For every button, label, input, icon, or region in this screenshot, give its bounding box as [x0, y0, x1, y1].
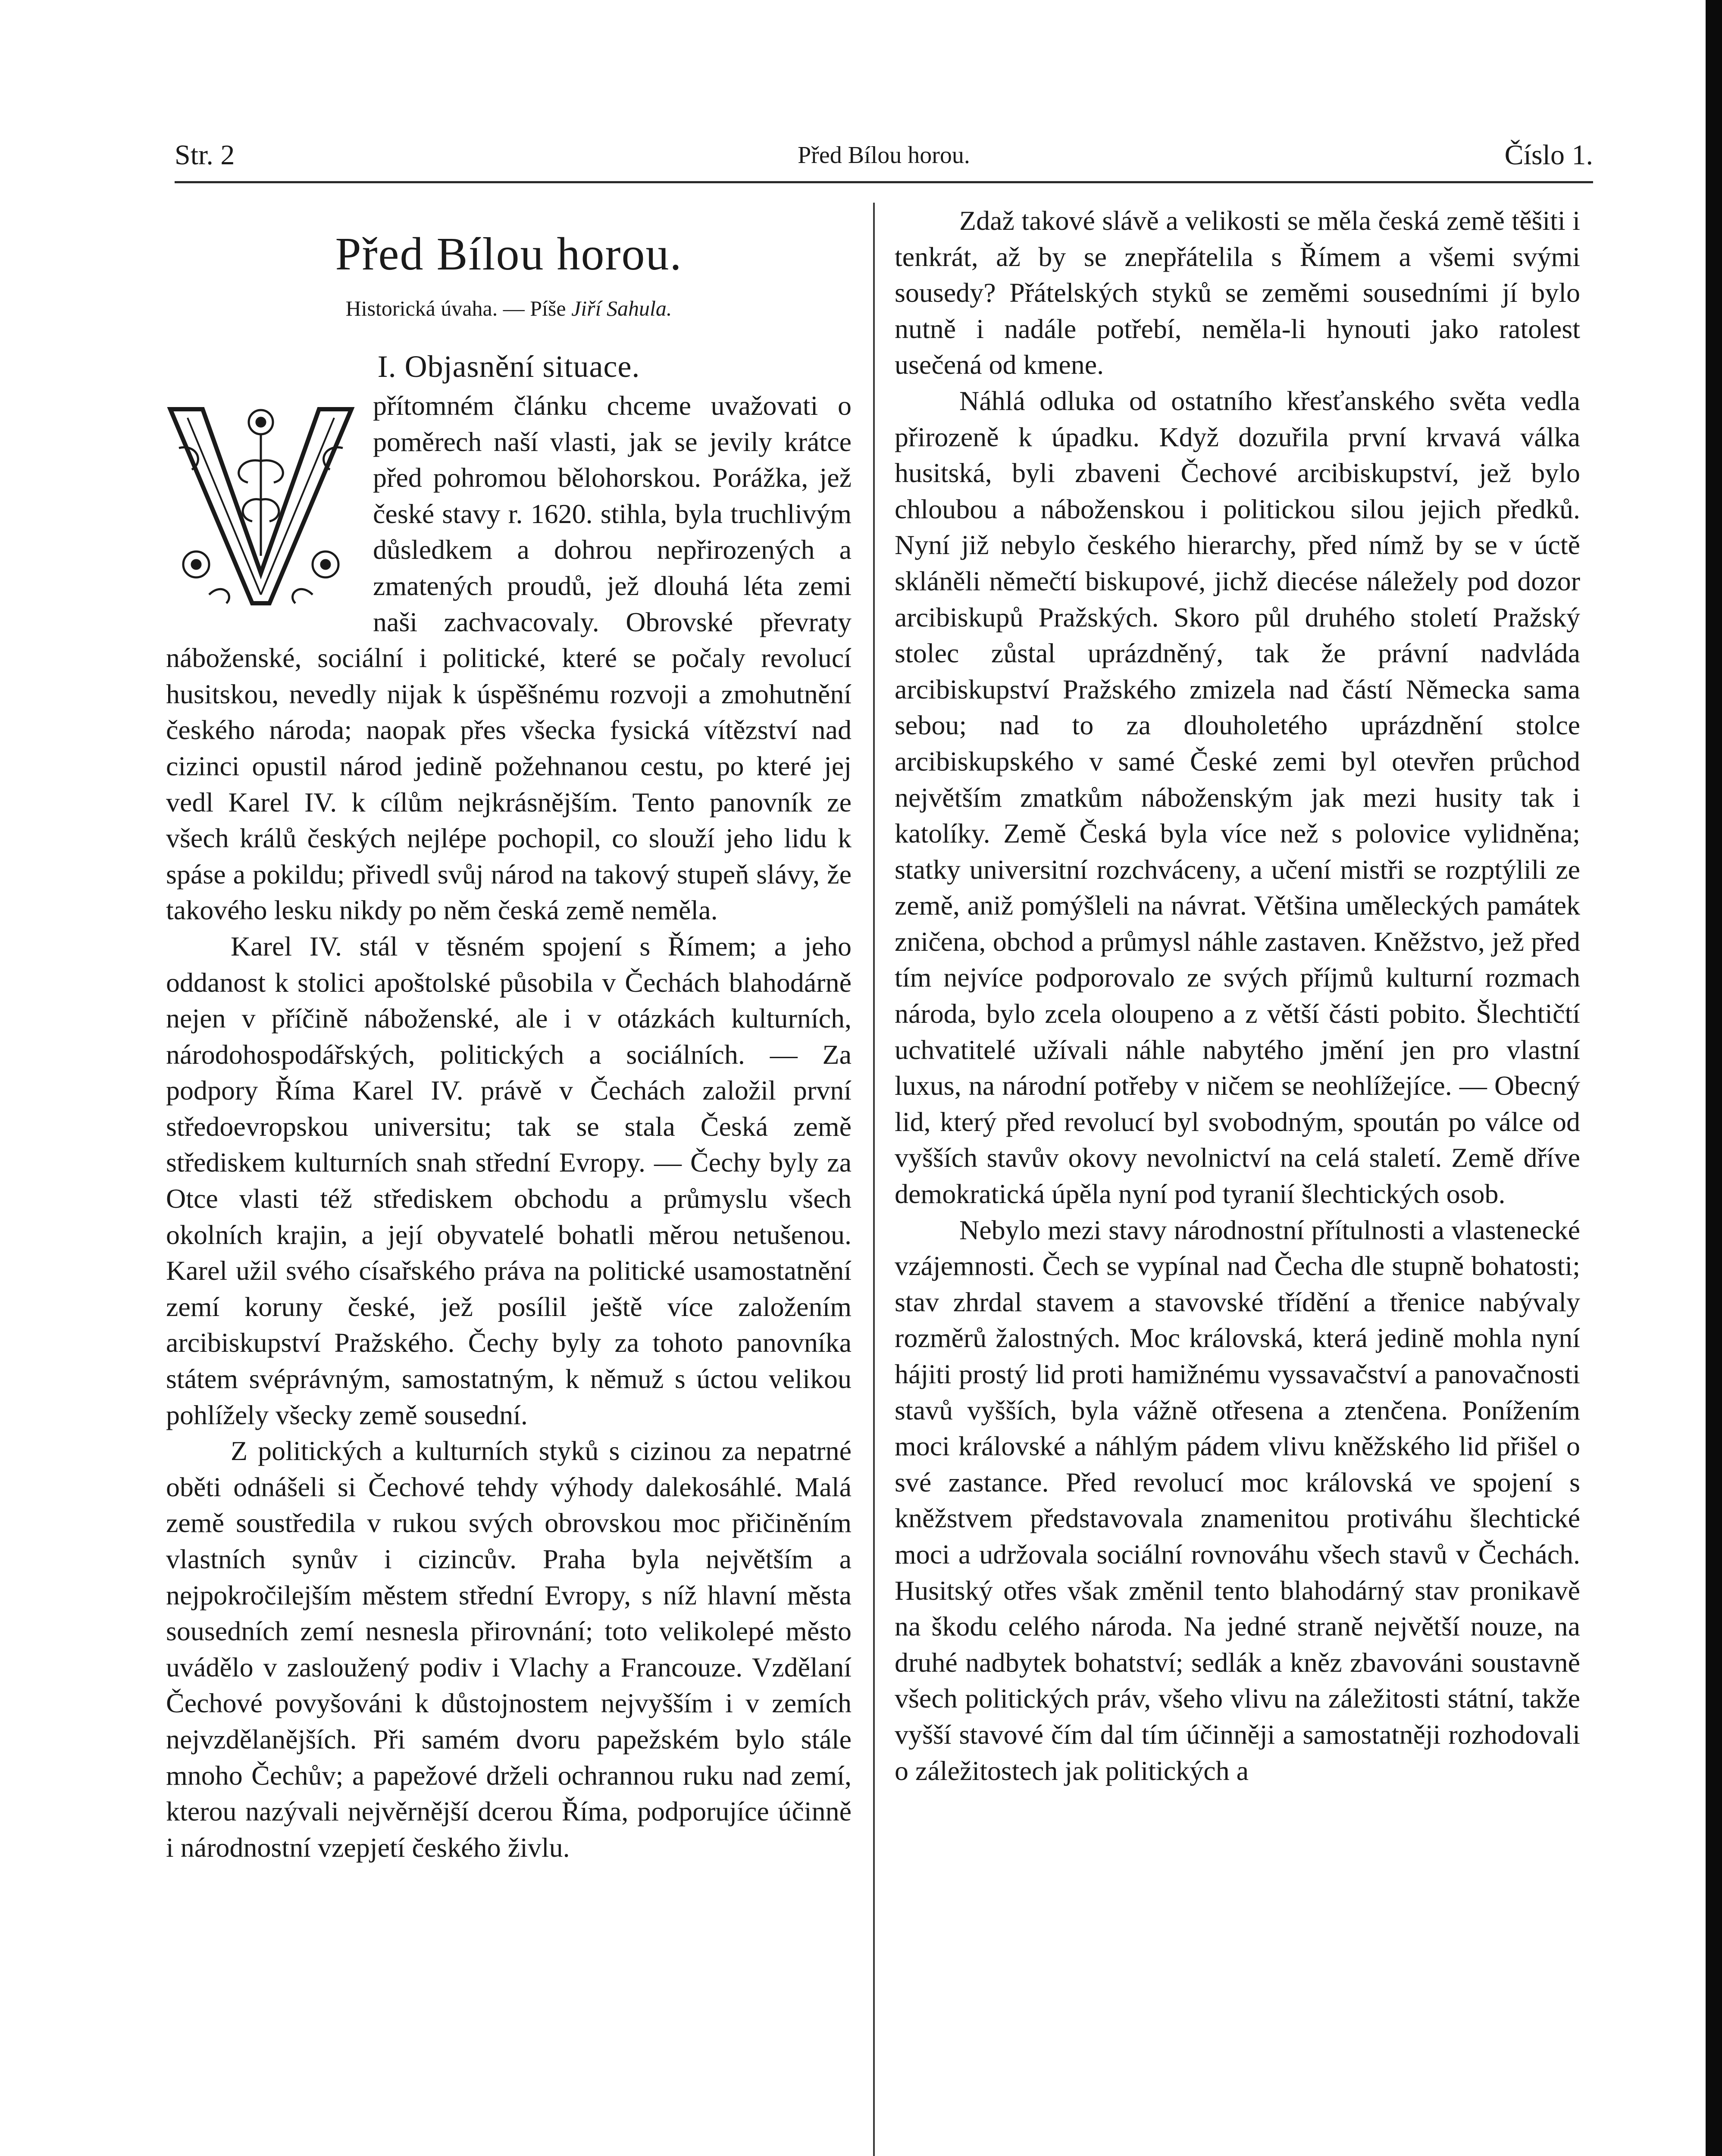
dropcap-ornament-icon: [162, 392, 360, 608]
author-name: Jiří Sahula.: [571, 296, 672, 320]
paragraph-right-3: Nebylo mezi stavy národnostní přítulnosti a vlastenecké vzájemnosti. Čech se vypínal nad Čecha dle stupně bohatosti; stav zhrdal stavem a stavovské třídění a třenice nabývaly rozměrů žalostných. Moc královská, která jedině mohla nyní hájiti prostý lid proti hamižnému vyssavačství a panovačnosti stavů vyšších, byla vážně otřesena a ztenčena. Ponížením moci královské a náhlým pádem vlivu kněžského lid přišel o své zastance. Před revolucí moc královská ve spojení s kněžstvem představovala znamenitou protiváhu šlechtické moci a udržovala sociální rovnováhu všech stavů v Čechách. Husitský otřes však změnil tento blahodárný stav pronikavě na škodu celého národa. Na jedné straně největší nouze, na druhé nadbytek bohatství; sedlák a kněz zbavováni soustavně všech politických práv, všeho vlivu na záležitosti státní, takže vyšší stavové čím dal tím účinněji a samostatněji rozhodovali o záležitostech jak politických a: [895, 1214, 1580, 1786]
paragraph-right-1: Zdaž takové slávě a velikosti se měla česká země těšiti i tenkrát, až by se znepřátelila s Římem a všemi svými sousedy? Přátelských styků se zeměmi sousedními jí bylo nutně i nadále potřebí, neměla-li hynouti jako ratolest usečená od kmene.: [895, 205, 1580, 380]
scan-edge: [1706, 0, 1722, 2156]
right-column: [895, 203, 1580, 1789]
dropcap-letter: V: [260, 547, 261, 548]
page-header: [175, 139, 1593, 173]
subtitle-text: Historická úvaha. — Píše: [345, 296, 566, 320]
issue-number: Číslo 1.: [1504, 139, 1593, 171]
paragraph-right-2: Náhlá odluka od ostatního křesťanského světa vedla přirozeně k úpadku. Když dozuřila první krvavá válka husitská, byli zbaveni Čechové arcibiskupství, jež bylo chloubou a náboženskou i politickou silou jejich předků. Nyní již nebylo českého hierarchy, před nímž by se v úctě skláněli němečtí biskupové, jichž diecése náležely pod dozor arcibiskupů Pražských. Skoro půl druhého století Pražský stolec zůstal uprázdněný, tak že právní nadvláda arcibiskupství Pražského zmizela nad částí Německa sama sebou; nad to za dlouholetého uprázdnění stolce arcibiskupského v samé České zemi byl otevřen průchod největším zmatkům náboženským jak mezi husity tak i katolíky. Země Česká byla více než s polovice vylidněna; statky universitní rozchváceny, a učení mistři se rozptýlili ze země, aniž pomýšleli na návrat. Většina uměleckých památek zničena, obchod a průmysl náhle zastaven. Kněžstvo, jež před tím nejvíce podporovalo ze svých příjmů kulturní rozmach národa, bylo zcela oloupeno a z větší části pobito. Šlechtičtí uchvatitelé užívali náhle nabytého jmění jen pro vlastní luxus, na národní potřeby v ničem se neohlížejíce. — Obecný lid, který před revolucí byl svobodným, spoután po válce od vyšších stavův okovy nevolnictví na celá staletí. Země dříve demokratická úpěla nyní pod tyranií šlechtických osob.: [895, 385, 1580, 1210]
header-rule: [175, 181, 1593, 183]
article-subtitle: [166, 293, 852, 323]
article-title: Před Bílou horou.: [335, 229, 683, 280]
section-heading: I. Objasnění situace.: [377, 349, 640, 384]
column-divider: [873, 203, 875, 2156]
ornamental-dropcap-v: [162, 392, 360, 608]
page-number: Str. 2: [175, 139, 235, 171]
paragraph-left-2: Karel IV. stál v těsném spojení s Římem; a jeho oddanost k stolici apoštolské působila v Čechách blahodárně nejen v příčině náboženské, ale i v otázkách kulturních, národohospodářských, politických a sociálních. — Za podpory Říma Karel IV. právě v Čechách založil první středoevropskou universitu; tak se stala Česká země střediskem kulturních snah střední Evropy. — Čechy byly za Otce vlasti též střediskem obchodu a průmyslu všech okolních krajin, a její obyvatelé bohatli měrou netušenou. Karel užil svého císařského práva na politické usamostatnění zemí koruny české, jež posílil ještě více založením arcibiskupství Pražského. Čechy byly za tohoto panovníka státem svéprávným, samostatným, k němuž s úctou velikou pohlížely všecky země sousední.: [166, 931, 852, 1430]
left-column: [166, 203, 852, 1865]
paragraph-left-1: přítomném článku chceme uvažovati o poměrech naší vlasti, jak se jevily krátce před pohromou bělohorskou. Porážka, jež české stavy r. 1620. stihla, byla truchlivým důsledkem a dohrou nepřirozených a zmatených proudů, jež dlouhá léta zemi naši zachvacovaly. Obrovské převraty náboženské, sociální i politické, které se počaly revolucí husitskou, nevedly nijak k úspěšnému rozvoji a zmohutnění českého národa; naopak přes všecka fysická vítězství nad cizinci opustil národ jedině požehnanou cestu, po které jej vedl Karel IV. k cílům nejkrásnějším. Tento panovník ze všech králů českých nejlépe pochopil, co slouží jeho lidu k spáse a pokildu; přivedl svůj národ na takový stupeň slávy, že takového lesku nikdy po něm česká země neměla.: [166, 390, 852, 926]
paragraph-left-3: Z politických a kulturních styků s cizinou za nepatrné oběti odnášeli si Čechové tehdy výhody dalekosáhlé. Malá země soustředila v rukou svých obrovskou moc přičiněním vlastních synův i cizincův. Praha byla největším a nejpokročilejším městem střední Evropy, s níž hlavní města sousedních zemí nesnesla přirovnání; toto velikolepé město uvádělo v zasloužený podiv i Vlachy a Francouze. Vzdělaní Čechové povyšováni k důstojnostem nejvyšším i v zemích nejvzdělanějších. Při samém dvoru papežském bylo stále mnoho Čechův; a papežové drželi ochrannou ruku nad zemí, kterou nazývali nejvěrnější dcerou Říma, podporujíce účinně i národnostní vzepjetí českého živlu.: [166, 1435, 852, 1863]
running-title: Před Bílou horou.: [798, 142, 970, 169]
